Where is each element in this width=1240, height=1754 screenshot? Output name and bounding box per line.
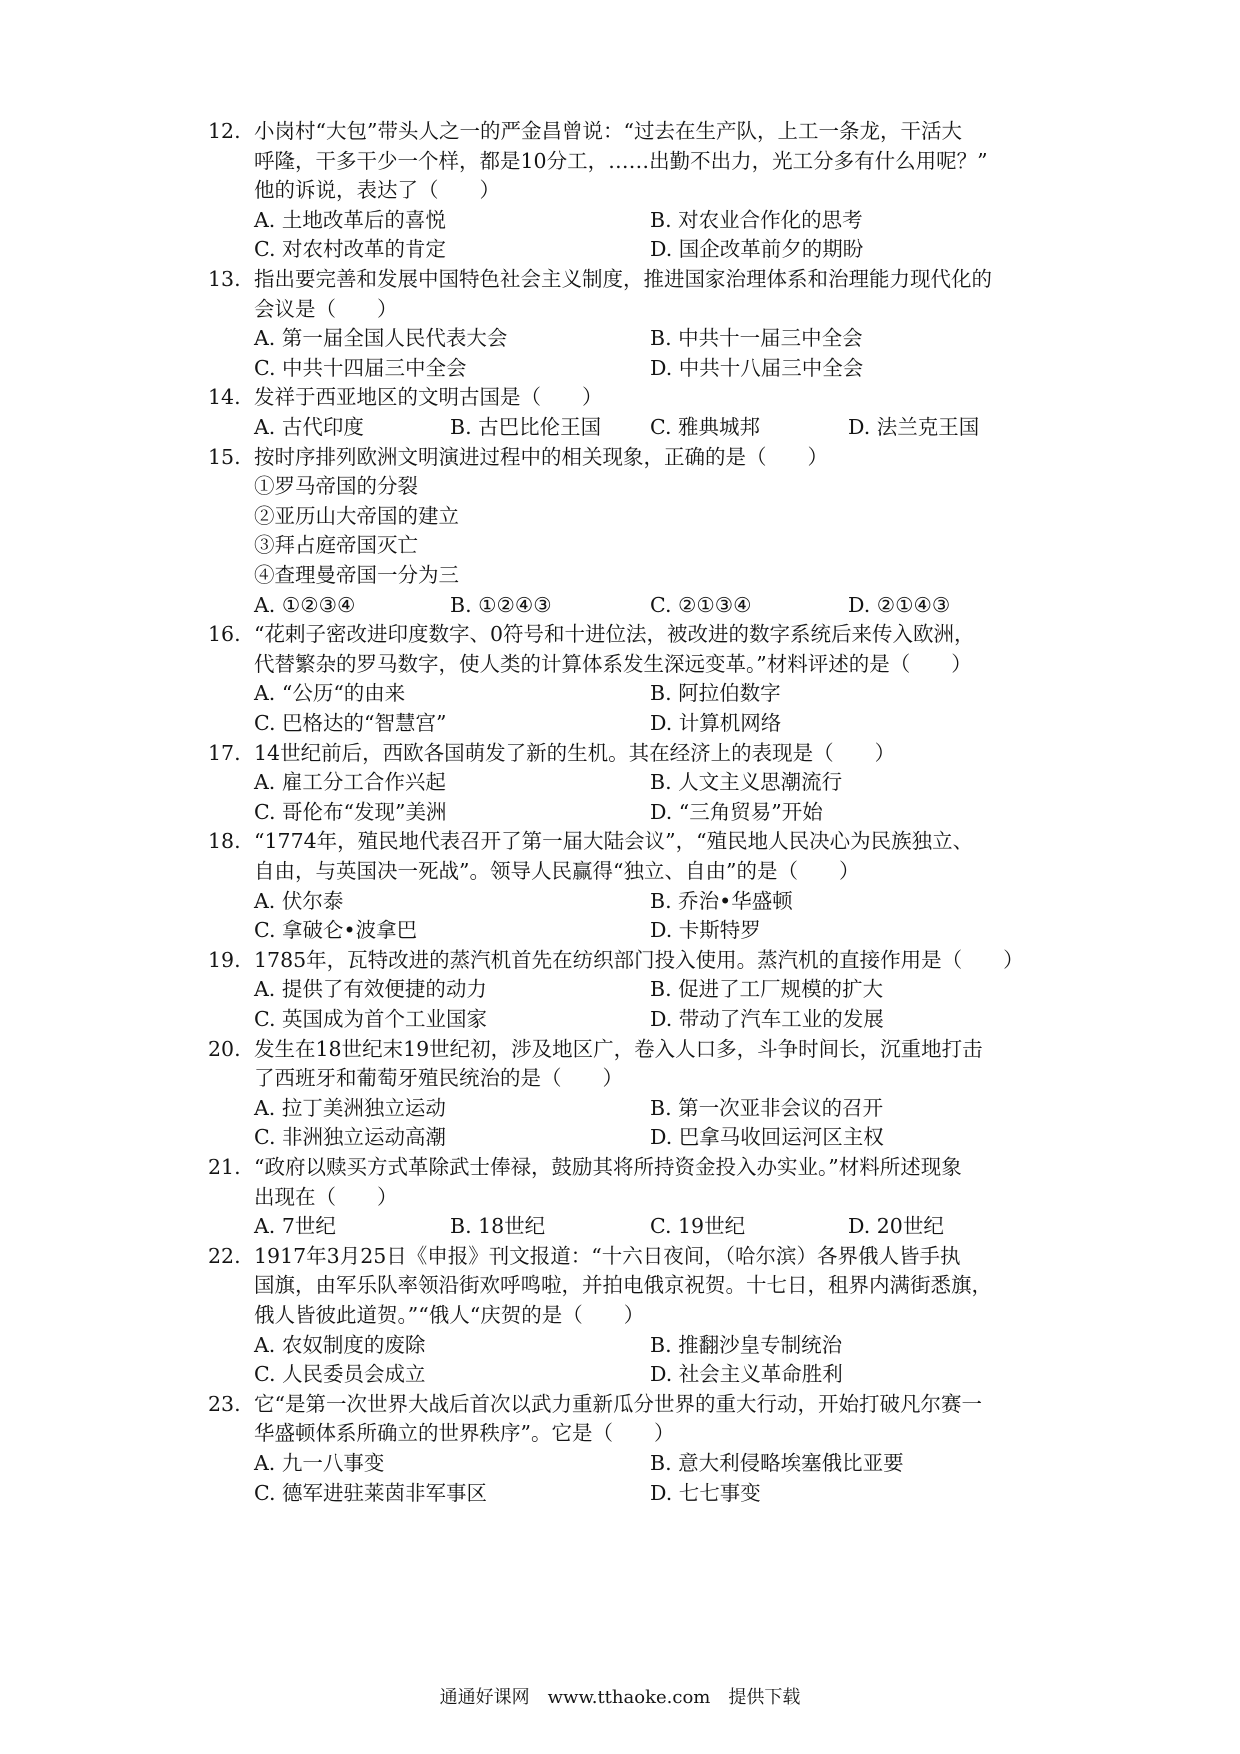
answer-option: C. 19世纪: [650, 1214, 746, 1239]
question-stem-line: “政府以赎买方式革除武士俸禄，鼓励其将所持资金投入办实业。”材料所述现象: [254, 1155, 962, 1179]
answer-option: D. 卡斯特罗: [650, 918, 761, 943]
answer-option: C. 中共十四届三中全会: [254, 355, 467, 380]
question-stem-line: 发祥于西亚地区的文明古国是（ ）: [254, 385, 603, 410]
answer-option: C. 英国成为首个工业国家: [254, 1007, 487, 1031]
question-stem-line: 华盛顿体系所确立的世界秩序”。它是（ ）: [254, 1421, 675, 1446]
question-number: 12.: [208, 119, 241, 143]
question-stem-line: 了西班牙和葡萄牙殖民统治的是（ ）: [254, 1066, 623, 1091]
answer-option: C. ②①③④: [650, 592, 752, 617]
answer-option: C. 德军进驻莱茵非军事区: [254, 1480, 487, 1505]
answer-option: A. “公历“的由来: [254, 681, 406, 706]
question-number: 17.: [208, 740, 241, 765]
question-stem-line: 按时序排列欧洲文明演进过程中的相关现象，正确的是（ ）: [254, 444, 828, 469]
question-number: 21.: [208, 1155, 241, 1179]
answer-option: D. ②①④③: [848, 592, 951, 617]
question-stem-line: “花剌子密改进印度数字、0符号和十进位法，被改进的数字系统后来传入欧洲，: [254, 622, 975, 647]
answer-option: D. 计算机网络: [650, 711, 782, 735]
answer-option: A. ①②③④: [254, 592, 356, 617]
question-number: 19.: [208, 947, 241, 972]
question-stem-line: 会议是（ ）: [254, 296, 398, 321]
answer-option: B. 阿拉伯数字: [650, 681, 781, 706]
page-footer: 通通好课网 www.tthaoke.com 提供下载: [439, 1687, 801, 1708]
question-number: 16.: [208, 622, 241, 647]
question-stem-line: 指出要完善和发展中国特色社会主义制度，推进国家治理体系和治理能力现代化的: [254, 267, 992, 291]
question-stem-line: 14世纪前后，西欧各国萌发了新的生机。其在经济上的表现是（ ）: [254, 740, 896, 765]
answer-option: D. 20世纪: [848, 1214, 944, 1239]
answer-option: D. 巴拿马收回运河区主权: [650, 1125, 884, 1150]
answer-option: D. 带动了汽车工业的发展: [650, 1007, 884, 1031]
answer-option: A. 雇工分工合作兴起: [254, 770, 446, 795]
answer-option: B. 18世纪: [450, 1214, 546, 1239]
answer-option: D. 中共十八届三中全会: [650, 355, 864, 380]
question-number: 20.: [208, 1036, 241, 1061]
question-stem-line: 呼隆，干多干少一个样，都是10分工，……出勤不出力，光工分多有什么用呢？”: [254, 148, 988, 173]
question-number: 13.: [208, 267, 241, 291]
question-stem-line: 发生在18世纪末19世纪初，涉及地区广，卷入人口多，斗争时间长，沉重地打击: [254, 1036, 983, 1061]
answer-option: A. 7世纪: [254, 1214, 336, 1239]
answer-option: C. 非洲独立运动高潮: [254, 1125, 446, 1150]
answer-option: D. 国企改革前夕的期盼: [650, 237, 864, 262]
answer-option: B. 推翻沙皇专制统治: [650, 1332, 843, 1357]
answer-option: C. 拿破仑•波拿巴: [254, 918, 418, 943]
answer-option: A. 土地改革后的喜悦: [254, 207, 446, 232]
answer-option: D. 社会主义革命胜利: [650, 1362, 843, 1387]
answer-option: A. 第一届全国人民代表大会: [254, 326, 508, 351]
question-number: 15.: [208, 444, 241, 469]
answer-option: C. 哥伦布“发现”美洲: [254, 799, 447, 824]
question-stem-line: 俄人皆彼此道贺。”“俄人“庆贺的是（ ）: [254, 1303, 645, 1327]
answer-option: B. 乔治•华盛顿: [650, 888, 793, 913]
answer-option: D. 法兰克王国: [848, 415, 980, 439]
answer-option: B. 促进了工厂规模的扩大: [650, 977, 884, 1002]
question-stem-line: 1785年，瓦特改进的蒸汽机首先在纺织部门投入使用。蒸汽机的直接作用是（ ）: [254, 947, 1024, 972]
question-number: 23.: [208, 1391, 241, 1416]
answer-option: A. 伏尔泰: [254, 888, 344, 913]
answer-option: A. 农奴制度的废除: [254, 1332, 426, 1357]
question-number: 22.: [208, 1243, 241, 1268]
answer-option: D. “三角贸易”开始: [650, 799, 823, 824]
question-stem-line: 他的诉说，表达了（ ）: [254, 178, 500, 203]
answer-option: B. 对农业合作化的思考: [650, 207, 863, 232]
question-stem-line: 代替繁杂的罗马数字，使人类的计算体系发生深远变革。”材料评述的是（ ）: [254, 651, 972, 676]
answer-option: B. 中共十一届三中全会: [650, 326, 863, 351]
question-stem-line: 1917年3月25日《申报》刊文报道：“十六日夜间，（哈尔滨）各界俄人皆手执: [254, 1243, 961, 1268]
answer-option: A. 提供了有效便捷的动力: [254, 977, 487, 1002]
question-stem-line: “1774年，殖民地代表召开了第一届大陆会议”，“殖民地人民决心为民族独立、: [254, 829, 974, 854]
answer-option: B. 人文主义思潮流行: [650, 770, 843, 795]
question-stem-line: ④查理曼帝国一分为三: [254, 563, 459, 587]
question-stem-line: ①罗马帝国的分裂: [254, 474, 418, 499]
question-stem-line: 国旗，由军乐队率领沿街欢呼鸣啦，并拍电俄京祝贺。十七日，租界内满街悉旗，: [254, 1273, 992, 1298]
answer-option: A. 古代印度: [254, 415, 364, 439]
answer-option: C. 人民委员会成立: [254, 1362, 426, 1387]
question-stem-line: 自由，与英国决一死战”。领导人民赢得“独立、自由”的是（ ）: [254, 859, 860, 883]
answer-option: C. 对农村改革的肯定: [254, 237, 446, 262]
question-stem-line: 出现在（ ）: [254, 1184, 398, 1209]
answer-option: B. 第一次亚非会议的召开: [650, 1095, 884, 1120]
question-number: 18.: [208, 829, 241, 854]
answer-option: A. 拉丁美洲独立运动: [254, 1095, 446, 1120]
answer-option: B. ①②④③: [450, 592, 552, 617]
answer-option: C. 巴格达的“智慧宫”: [254, 711, 447, 735]
question-stem-line: 它“是第一次世界大战后首次以武力重新瓜分世界的重大行动，开始打破凡尔赛一: [254, 1391, 982, 1416]
question-stem-line: ③拜占庭帝国灭亡: [254, 533, 418, 558]
question-number: 14.: [208, 385, 241, 410]
question-stem-line: 小岗村“大包”带头人之一的严金昌曾说：“过去在生产队，上工一条龙，干活大: [254, 119, 962, 143]
answer-option: A. 九一八事变: [254, 1451, 385, 1475]
answer-option: C. 雅典城邦: [650, 415, 760, 439]
question-stem-line: ②亚历山大帝国的建立: [254, 503, 459, 528]
answer-option: D. 七七事变: [650, 1480, 761, 1505]
answer-option: B. 意大利侵略埃塞俄比亚要: [650, 1451, 904, 1475]
answer-option: B. 古巴比伦王国: [450, 415, 602, 439]
